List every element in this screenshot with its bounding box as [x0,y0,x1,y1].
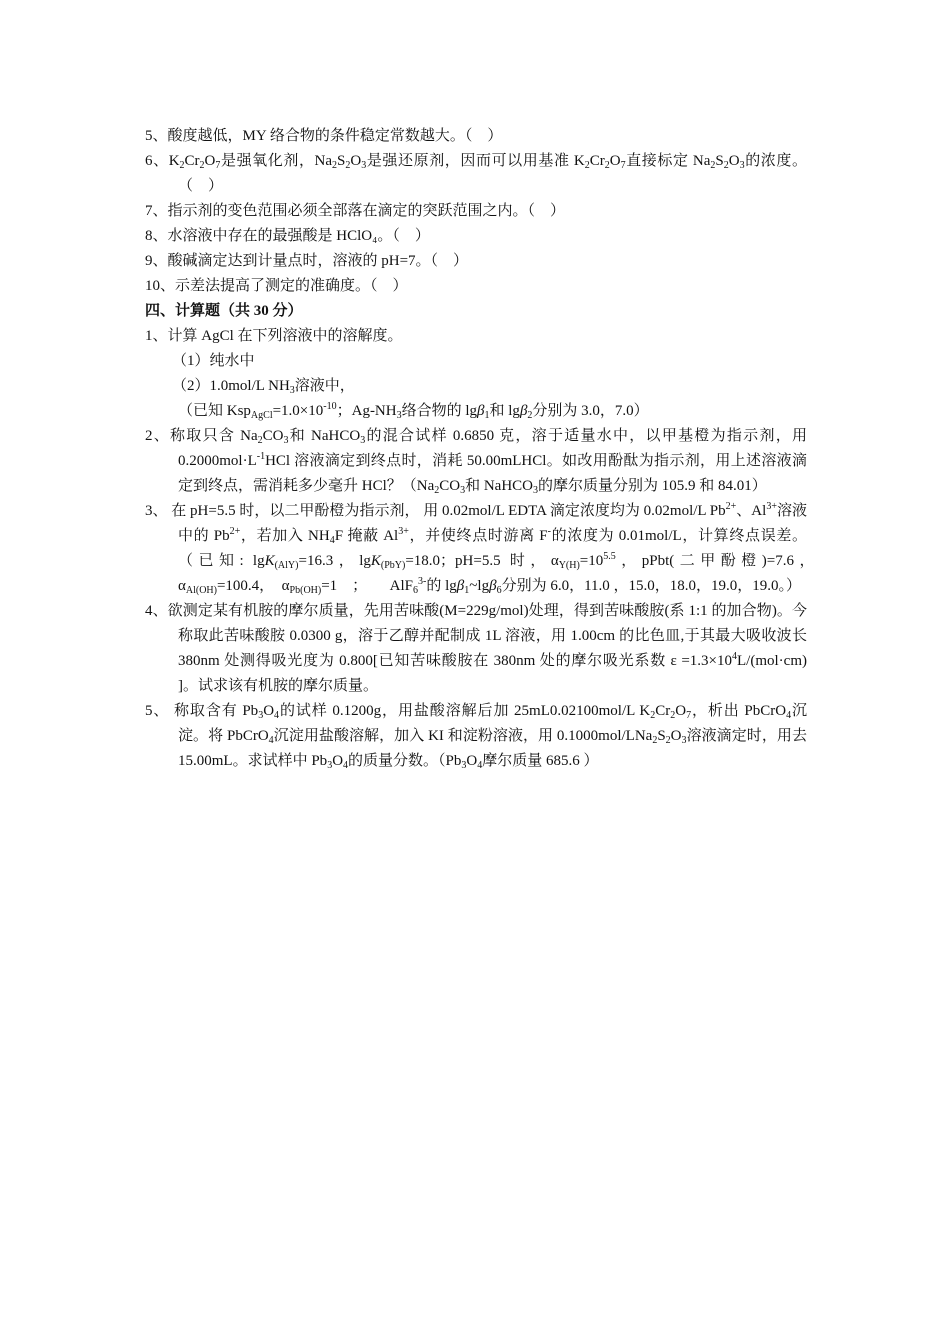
text-fragment: 7 [620,160,626,171]
text-fragment: O [332,753,344,769]
tf-question-7: 7、指示剂的变色范围必须全部落在滴定的突跃范围之内。（ ） [145,203,566,219]
text-fragment: 2 [710,160,716,171]
text-fragment: 3 [739,160,745,171]
text-fragment: L/(mol·cm) ]。试求该有机胺的摩尔质量。 [178,653,807,694]
text-fragment: 6 [413,585,419,596]
text-fragment: β [519,403,528,419]
text-fragment: （已知 Ksp [178,403,251,419]
text-fragment: 3 [327,760,333,771]
text-fragment: Al(OH) [185,585,217,596]
tf-question-6 [145,149,807,199]
text-fragment: 的 lg [426,578,457,594]
text-fragment: -1 [256,451,266,462]
text-fragment: 分别为 3.0，7.0） [532,403,649,419]
text-fragment: ~lg [469,578,490,594]
text-fragment: β [489,578,497,594]
text-fragment: ，析出 PbCrO [691,703,787,719]
text-fragment: β [456,578,465,594]
text-fragment: Y(H) [558,560,580,571]
text-fragment: 的试样 0.1200g，用盐酸溶解后加 25mL0.02100mol/L K [279,703,651,719]
text-fragment: ，若加入 NH [240,528,330,544]
text-fragment: =16.3，lg [298,553,371,569]
text-fragment: 和 lg [489,403,520,419]
text-fragment: 1 [484,410,490,421]
text-fragment: 沉淀。将 PbCrO [178,703,807,744]
text-fragment: =100.4， α [216,578,290,594]
text-fragment: 3- [418,576,427,587]
text-fragment: 分别为 6.0，11.0 ，15.0，18.0，19.0，19.0。） [501,578,802,594]
text-fragment: - [547,526,551,537]
text-fragment: 4、欲测定某有机胺的摩尔质量，先用苦味酸(M=229g/mol)处理，得到苦味酸胺(系 1:1 的加合物)。今称取此苦味酸胺 0.0300 g，溶于乙醇并配制成 1L 溶液，用 1.00cm 的比色皿,于其最大吸收波长 380nm 处测得吸光度为 0.800[已知苦味酸胺在 380nm 处的摩尔吸光系数 ε =1.3×10 [145,603,807,669]
text-fragment: 3 [460,485,466,496]
calc-question-2 [145,424,807,499]
text-fragment: 4 [477,760,483,771]
calc-question-1-sub-2 [145,374,807,399]
text-fragment: Cr [655,703,671,719]
text-fragment: 的质量分数。（Pb [348,753,462,769]
calc-question-3 [145,499,822,599]
text-fragment: 沉淀用盐酸溶解，加入 KI 和淀粉溶液，用 0.1000mol/LNa [273,728,653,744]
text-fragment: HCl 溶液滴定到终点时，消耗 50.00mLHCl。如改用酚酞为指示剂，用上述溶液滴定到终点，需消耗多少毫升 HCl？（Na [178,453,807,494]
text-fragment: ；Ag-NH [336,403,397,419]
text-fragment: 3 [283,435,289,446]
text-fragment: 7 [686,710,692,721]
text-fragment: 2+ [725,501,737,512]
text-fragment: S [715,153,724,169]
text-fragment: 4 [732,651,738,662]
text-fragment: 4 [329,535,335,546]
tf-question-10: 10、示差法提高了测定的准确度。（ ） [145,278,408,294]
text-fragment: 1 [464,585,470,596]
text-fragment: Pb(OH) [289,585,322,596]
text-fragment: F 掩蔽 Al [334,528,399,544]
text-fragment: 2+ [229,526,241,537]
text-fragment: 3 [681,735,687,746]
text-fragment: 是强氧化剂，Na [220,153,333,169]
text-fragment: 是强还原剂，因而可以用基准 K [366,153,585,169]
text-fragment: 3 [289,385,295,396]
text-fragment: 的浓度。（ ） [178,153,807,194]
tf-question-5: 5、酸度越低，MY 络合物的条件稳定常数越大。（ ） [145,128,503,144]
text-fragment: S [657,728,666,744]
text-fragment: O [466,753,478,769]
text-fragment: K [370,553,381,569]
text-fragment: 6 [496,585,502,596]
text-fragment: O [670,728,682,744]
text-fragment: 4 [268,735,274,746]
text-fragment: 3 [360,435,366,446]
text-fragment: 3+ [766,501,777,512]
text-fragment: K [264,553,275,569]
text-fragment: -10 [323,401,337,412]
text-fragment: 3 [361,160,367,171]
text-fragment: =1.0×10 [272,403,324,419]
text-fragment: 7 [215,160,221,171]
tf-question-8: 8、水溶液中存在的最强酸是 HClO₄。（ ） [145,228,430,244]
calc-question-4 [145,599,807,699]
text-fragment: 直接标定 Na [625,153,711,169]
text-fragment: 3 [461,760,467,771]
text-fragment: 、Al [736,503,767,519]
text-fragment: O [609,153,621,169]
text-fragment: 的摩尔质量分别为 105.9 和 84.01） [538,478,767,494]
text-fragment: 6、K [145,153,180,169]
text-fragment: O [263,703,275,719]
text-fragment: 4 [786,710,792,721]
text-fragment: O [350,153,362,169]
text-fragment: 和 NaHCO [288,428,361,444]
document-body [145,124,822,774]
text-fragment: 3 [396,410,402,421]
text-fragment: 2 [723,160,729,171]
text-fragment: (PbY) [380,560,406,571]
text-fragment: ，并使终点时游离 F [408,528,548,544]
text-fragment: =18.0；pH=5.5 时，α [405,553,559,569]
text-fragment: AgCl [250,410,273,421]
text-fragment: 的混合试样 0.6850 克，溶于适量水中，以甲基橙为指示剂，用 0.2000mol·L [178,428,807,469]
text-fragment: 摩尔质量 685.6 ） [482,753,599,769]
text-fragment: 溶液滴定时，用去 15.00mL。求试样中 Pb [178,728,807,769]
text-fragment: 络合物的 lg [401,403,478,419]
text-fragment: ，pPbt(二甲酚橙)=7.6， α [178,553,822,594]
text-fragment: 2 [665,735,671,746]
text-fragment: 2 [670,710,676,721]
text-fragment: Cr [589,153,605,169]
text-fragment: 5、 称取含有 Pb [145,703,259,719]
text-fragment: 和 NaHCO [465,478,534,494]
calc-question-1-sub-1: （1）纯水中 [172,353,255,369]
text-fragment: 5.5 [603,551,616,562]
text-fragment: 2 [332,160,338,171]
text-fragment: 2 [345,160,351,171]
text-fragment: =1 ； AlF [321,578,414,594]
text-fragment: 2 [257,435,263,446]
text-fragment: 2 [434,485,440,496]
tf-question-9: 9、酸碱滴定达到计量点时，溶液的 pH=7。（ ） [145,253,469,269]
text-fragment: S [337,153,346,169]
text-fragment: 2 [604,160,610,171]
text-fragment: 4 [343,760,349,771]
text-fragment: 溶液中， [294,378,355,394]
calc-question-1-title: 1、计算 AgCl 在下列溶液中的溶解度。 [145,328,403,344]
text-fragment: (AlY) [274,560,299,571]
text-fragment: 2 [650,710,656,721]
text-fragment: β [477,403,485,419]
text-fragment: （2）1.0mol/L NH [172,378,290,394]
text-fragment: =10 [579,553,604,569]
text-fragment: CO [262,428,284,444]
text-fragment: 3、 在 pH=5.5 时，以二甲酚橙为指示剂， 用 0.02mol/L EDTA 滴定浓度均为 0.02mol/L Pb [145,503,726,519]
calc-question-1-known [145,399,807,424]
text-fragment: O [204,153,216,169]
text-fragment: 2 [527,410,533,421]
text-fragment: 2 [199,160,205,171]
text-fragment: 溶液中的 Pb [178,503,807,544]
text-fragment: 2 [179,160,185,171]
text-fragment: 2 [584,160,590,171]
text-fragment: Cr [184,153,200,169]
text-fragment: 3 [533,485,539,496]
text-fragment: O [675,703,687,719]
text-fragment: 2、称取只含 Na [145,428,258,444]
calc-question-5 [145,699,807,774]
text-fragment: O [728,153,740,169]
section-title-calculation: 四、计算题（共 30 分） [145,303,303,319]
text-fragment: 3 [258,710,264,721]
text-fragment: 3+ [398,526,409,537]
text-fragment: CO [439,478,461,494]
text-fragment: 的浓度为 0.01mol/L，计算终点误差。 （已知: lg [178,528,808,569]
text-fragment: 4 [274,710,280,721]
text-fragment: 2 [652,735,658,746]
